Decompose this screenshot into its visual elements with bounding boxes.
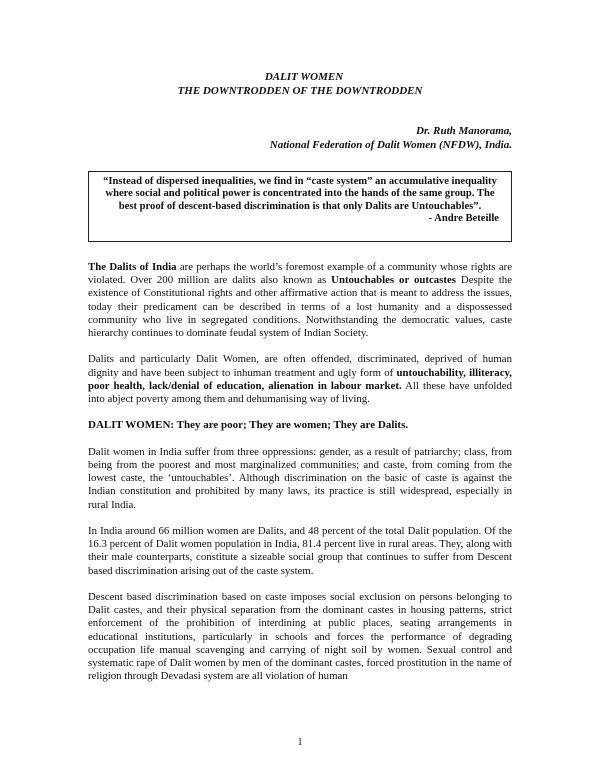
paragraph-2-text-a: Dalits and particularly Dalit Women, are often offended, discriminated, deprived of human dignity and have been subject to inhuman treatment and ugly form of: [88, 353, 512, 379]
paragraph-5: Descent based discrimination based on caste imposes social exclusion on persons belonging to Dalit castes, and their physical separation from the dominant castes in housing patterns, strict enforcement of the prohibition of interdining at public places, seating arrangements in educational institutions, particularly in schools and forces the performance of degrading occupation life manual scavenging and carrying of night soil by women. Sexual control and systematic rape of Dalit women by men of the dominant castes, forced prostitution in the name of religion through Devadasi system are all violation of human: [88, 591, 512, 683]
title-line-1: DALIT WOMEN: [264, 71, 344, 83]
paragraph-3: Dalit women in India suffer from three oppressions: gender, as a result of patriarchy; class, from being from the poorest and most marginalized communities; and caste, from coming from the lowest caste, the ‘untouchables’. Although discrimination on the basic of caste is against the Indian constitution and prohibited by many laws, its practice is still widespread, especially in rural India.: [88, 445, 512, 511]
paragraph-4: In India around 66 million women are Dalits, and 48 percent of the total Dalit population. Of the 16.3 percent of Dalit women population in India, 81.4 percent live in rural areas. They, along with their male counterparts, constitute a sizeable social group that continues to suffer from Descent based discrimination arising out of the caste system.: [88, 525, 512, 577]
paragraph-1-emphasis: Untouchables or outcastes: [331, 274, 456, 287]
document-title: [0, 70, 600, 98]
author-name: Dr. Ruth Manorama,: [416, 125, 512, 137]
author-affiliation: National Federation of Dalit Women (NFDW), India.: [269, 139, 512, 151]
epigraph-quote-box: [88, 171, 512, 242]
paragraph-1-text-a: are perhaps the world’s foremost example of a community whose rights are violated. Over 200 million are dalits also known as: [88, 261, 512, 287]
paragraph-1: [88, 261, 512, 340]
author-block: [270, 124, 512, 152]
quote-attribution: - Andre Beteille: [428, 212, 499, 224]
page-number: 1: [297, 737, 303, 748]
paragraph-2: [88, 353, 512, 406]
paragraph-2-text-b: All these have unfolded into abject poverty among them and dehumanising way of living.: [88, 379, 512, 406]
body-text: [88, 261, 512, 697]
paragraph-2-emphasis: untouchability, illiteracy, poor health, lack/denial of education, alienation in labour market.: [88, 366, 512, 392]
paragraph-1-lead: The Dalits of India: [88, 261, 177, 273]
title-line-2: THE DOWNTRODDEN OF THE DOWNTRODDEN: [177, 85, 423, 97]
section-heading: DALIT WOMEN: They are poor; They are women; They are Dalits.: [88, 419, 409, 432]
quote-text: “Instead of dispersed inequalities, we find in “caste system” an accumulative inequality where social and political power is concentrated into the hands of the same group. The best proof of descent-based discrimination is that only Dalits are Untouchables”.: [103, 176, 497, 212]
paragraph-1-text-b: Despite the existence of Constitutional rights and other affirmative action that is meant to address the issues, today their predicament can be described in terms of a lost humanity and a dispossessed community who live in segregated conditions. Notwithstanding the democratic values, caste hierarchy continues to dominate feudal system of Indian Society.: [88, 274, 512, 340]
